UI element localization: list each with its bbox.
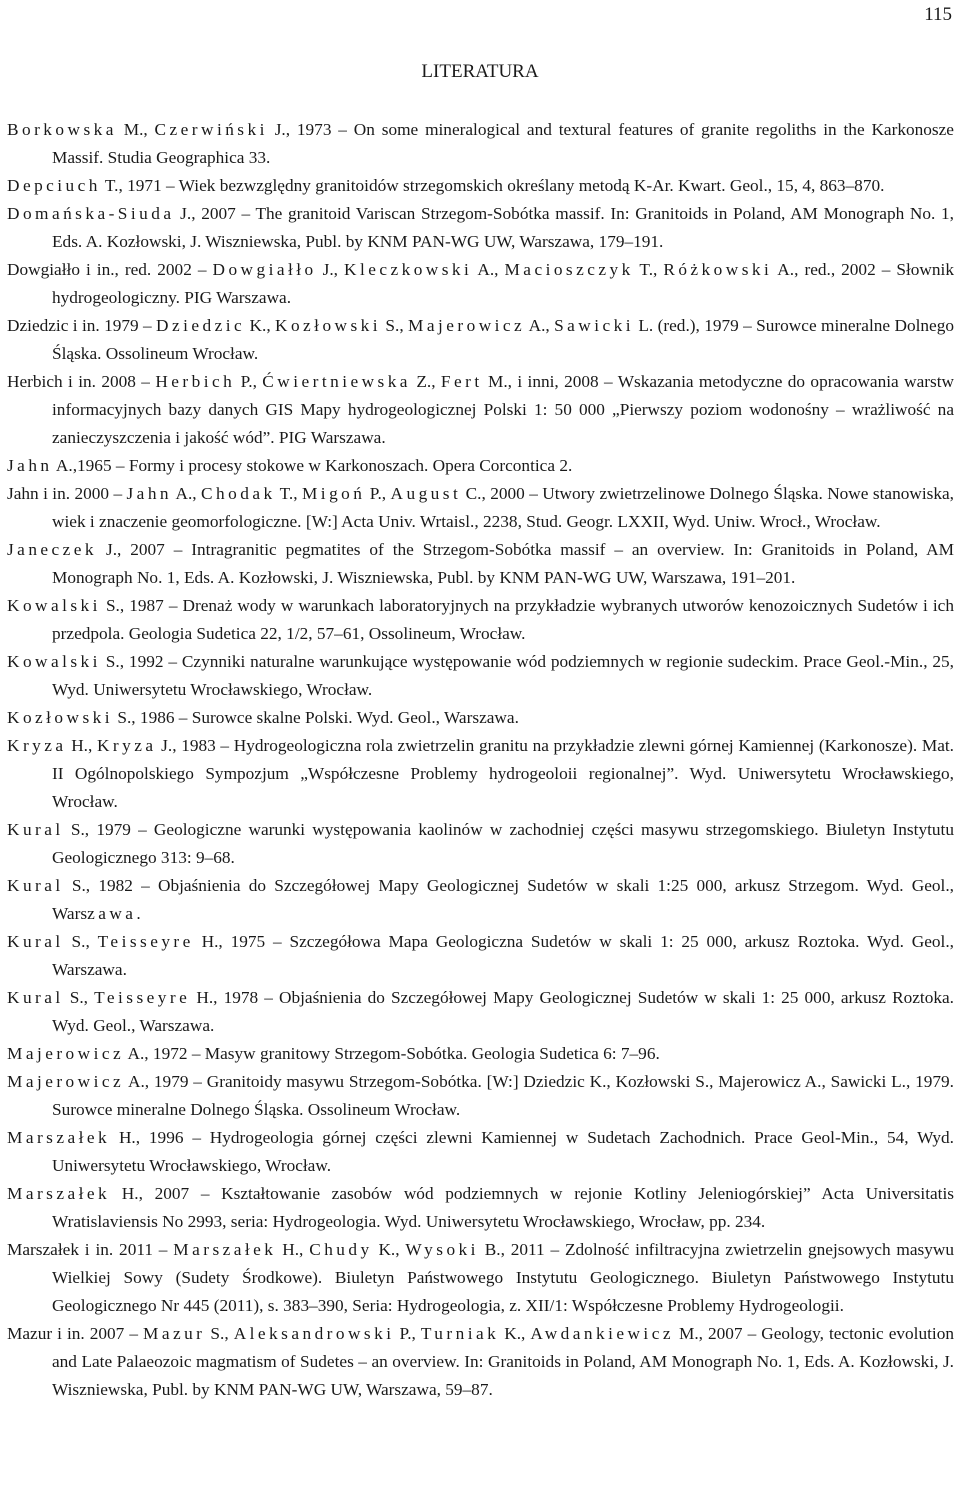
author-name: Mazur — [143, 1324, 206, 1343]
reference-text: J., 1983 – Hydrogeologiczna rola zwietrzelin granitu na przykładzie zlewni górnej Kamiennej (Karkonosze). Mat. II Ogólnopolskiego Sympozjum „Współczesne Problemy hydrogeoloii regionalnej”. Wyd. Uniwersytetu Wrocławskiego, Wrocław. — [52, 736, 954, 811]
reference-text: M., — [116, 120, 155, 139]
author-name: Jahn — [126, 484, 173, 503]
reference-entry — [7, 1040, 954, 1068]
reference-text: A., — [472, 260, 505, 279]
reference-entry — [7, 256, 954, 312]
reference-text: S., 1992 – Czynniki naturalne warunkujące występowanie wód podziemnych w regionie sudeckim. Prace Geol.-Min., 25, Wyd. Uniwersytetu Wrocławskiego, Wrocław. — [52, 652, 954, 699]
author-name: zawa — [87, 904, 137, 923]
author-name: Migoń — [301, 484, 366, 503]
reference-entry — [7, 872, 954, 928]
reference-text: Z., — [410, 372, 441, 391]
reference-text: K., — [372, 1240, 406, 1259]
reference-entry — [7, 1320, 954, 1404]
author-name: Majerowicz — [408, 316, 526, 335]
reference-text: A., 1972 – Masyw granitowy Strzegom-Sobótka. Geologia Sudetica 6: 7–96. — [124, 1044, 660, 1063]
reference-text: H., 2007 – Kształtowanie zasobów wód podziemnych w rejonie Kotliny Jeleniogórskiej” Acta Universitatis Wratislaviensis No 2993, seria: Hydrogeologia. Wyd. Uniwersytetu Wrocławskiego, Wrocław, pp. 234. — [52, 1184, 954, 1231]
author-name: Marszałek — [7, 1128, 111, 1147]
author-name: Dziedzic — [156, 316, 246, 335]
author-name: Kural — [7, 932, 64, 951]
reference-entry — [7, 1180, 954, 1236]
reference-text: A., — [172, 484, 202, 503]
reference-text: A., red., 2002 – Słownik hydrogeologiczny. PIG Warszawa. — [52, 260, 954, 307]
author-name: Kural — [7, 988, 64, 1007]
reference-text: Dowgiałło i in., red. 2002 – — [7, 260, 213, 279]
author-name: Dowgiałło — [212, 260, 317, 279]
reference-entry — [7, 648, 954, 704]
reference-entry — [7, 816, 954, 872]
reference-text: A., — [525, 316, 555, 335]
reference-text: S., — [381, 316, 409, 335]
reference-entry — [7, 1236, 954, 1320]
reference-text: S., — [63, 932, 98, 951]
reference-text: . — [136, 904, 141, 923]
author-name: Marszałek — [7, 1184, 111, 1203]
reference-entry — [7, 928, 954, 984]
page-number: 115 — [924, 4, 952, 25]
reference-text: M., 2007 – Geology, tectonic evolution and Late Palaeozoic magmatism of Sudetes – an overview. In: Granitoids in Poland, AM Monograph No. 1, Eds. A. Kozłowski, J. Wiszniewska, Publ. by KNM PAN-WG UW, Warszawa, 59–87. — [52, 1324, 954, 1399]
reference-text: Mazur i in. 2007 – — [7, 1324, 143, 1343]
author-name: Wysoki — [405, 1240, 479, 1259]
reference-text: S., — [205, 1324, 234, 1343]
author-name: Awdankiewicz — [530, 1324, 674, 1343]
reference-text: J., 2007 – Intragranitic pegmatites of the Strzegom-Sobótka massif – an overview. In: Granitoids in Poland, AM Monograph No. 1, Eds. A. Kozłowski, J. Wiszniewska, Publ. by KNM PAN-WG UW, Warszawa, 191–201. — [52, 540, 954, 587]
reference-text: H., 1978 – Objaśnienia do Szczegółowej Mapy Geologicznej Sudetów w skali 1: 25 000, arkusz Roztoka. Wyd. Geol., Warszawa. — [52, 988, 954, 1035]
reference-text: S., 1982 – Objaśnienia do Szczegółowej Mapy Geologicznej Sudetów w skali 1:25 000, arkusz Strzegom. Wyd. Geol., Wars — [52, 876, 954, 923]
reference-text: Jahn i in. 2000 – — [7, 484, 127, 503]
author-name: Fert — [440, 372, 483, 391]
author-name: August — [390, 484, 462, 503]
author-name: Depciuch — [7, 176, 101, 195]
author-name: Jahn — [7, 456, 53, 475]
reference-text: Dziedzic i in. 1979 – — [7, 316, 157, 335]
reference-text: J., 2007 – The granitoid Variscan Strzegom-Sobótka massif. In: Granitoids in Poland, AM Monograph No. 1, Eds. A. Kozłowski, J. Wiszniewska, Publ. by KNM PAN-WG UW, Warszawa, 179–191. — [52, 204, 954, 251]
author-name: Kryza — [96, 736, 157, 755]
reference-entry — [7, 1068, 954, 1124]
author-name: Marszałek — [173, 1240, 277, 1259]
reference-text: L. (red.), 1979 – Surowce mineralne Dolnego Śląska. Ossolineum Wrocław. — [52, 316, 954, 363]
reference-entry — [7, 732, 954, 816]
reference-text: S., 1979 – Geologiczne warunki występowania kaolinów w zachodniej części masywu strzegomskiego. Biuletyn Instytutu Geologicznego 313: 9–68. — [52, 820, 954, 867]
reference-text: P., — [235, 372, 263, 391]
author-name: Majerowicz — [7, 1044, 125, 1063]
author-name: Chodak — [201, 484, 276, 503]
reference-text: T., — [275, 484, 302, 503]
author-name: Kural — [7, 820, 64, 839]
reference-text: M., i inni, 2008 – Wskazania metodyczne do opracowania warstw informacyjnych bazy danych GIS Mapy hydrogeologicznej Polski 1: 50 000 „Pierwszy poziom wodonośny – wrażliwość na zanieczyszczenia i jakość wód”. PIG Warszawa. — [52, 372, 955, 447]
reference-entry — [7, 536, 954, 592]
author-name: Ćwiertniewska — [262, 372, 411, 391]
reference-text: T., 1971 – Wiek bezwzględny granitoidów strzegomskich określany metodą K-Ar. Kwart. Geol., 15, 4, 863–870. — [100, 176, 885, 195]
reference-text: K., — [245, 316, 276, 335]
reference-text: B., 2011 – Zdolność infiltracyjna zwietrzelin gnejsowych masywu Wielkiej Sowy (Sudety Środkowe). Biuletyn Państwowego Instytutu Geologicznego. Biuletyn Państwowego Instytutu Geologicznego Nr 445 (2011), s. 383–390, Seria: Hydrogeologia, z. XII/1: Współczesne Problemy Hydrogeologii. — [52, 1240, 955, 1315]
reference-text: P., — [365, 484, 391, 503]
author-name: Borkowska — [7, 120, 117, 139]
author-name: Chudy — [309, 1240, 373, 1259]
author-name: Kozłowski — [7, 708, 114, 727]
author-name: Teisseyre — [97, 932, 194, 951]
reference-text: A., 1979 – Granitoidy masywu Strzegom-Sobótka. [W:] Dziedzic K., Kozłowski S., Majerowicz A., Sawicki L., 1979. Surowce mineralne Dolnego Śląska. Ossolineum Wrocław. — [52, 1072, 954, 1119]
author-name: Herbich — [155, 372, 236, 391]
reference-text: H., — [66, 736, 97, 755]
reference-text: H., 1975 – Szczegółowa Mapa Geologiczna Sudetów w skali 1: 25 000, arkusz Roztoka. Wyd. Geol., Warszawa. — [52, 932, 954, 979]
reference-text: J., 1973 – On some mineralogical and textural features of granite regoliths in the Karkonosze Massif. Studia Geographica 33. — [52, 120, 954, 167]
reference-text: Marszałek i in. 2011 – — [7, 1240, 174, 1259]
reference-text: K., — [499, 1324, 531, 1343]
reference-entry — [7, 200, 954, 256]
reference-entry — [7, 1124, 954, 1180]
reference-text: S., 1986 – Surowce skalne Polski. Wyd. Geol., Warszawa. — [113, 708, 519, 727]
reference-entry — [7, 480, 954, 536]
author-name: Macioszczyk — [504, 260, 634, 279]
reference-text: H., 1996 – Hydrogeologia górnej części zlewni Kamiennej w Sudetach Zachodnich. Prace Geol-Min., 54, Wyd. Uniwersytetu Wrocławskiego, Wrocław. — [52, 1128, 954, 1175]
author-name: Turniak — [420, 1324, 500, 1343]
reference-text: C., 2000 – Utwory zwietrzelinowe Dolnego Śląska. Nowe stanowiska, wiek i znaczenie geomorfologiczne. [W:] Acta Univ. Wrtaisl., 2238, Stud. Geogr. LXXII, Wyd. Uniw. Wrocł., Wrocław. — [52, 484, 954, 531]
reference-entry — [7, 172, 954, 200]
reference-text: T., — [633, 260, 664, 279]
reference-text: P., — [394, 1324, 421, 1343]
author-name: Kowalski — [7, 652, 101, 671]
author-name: Sawicki — [554, 316, 634, 335]
reference-entry — [7, 116, 954, 172]
reference-text: J., — [316, 260, 344, 279]
author-name: Kryza — [7, 736, 67, 755]
author-name: Kowalski — [7, 596, 101, 615]
author-name: Majerowicz — [7, 1072, 125, 1091]
reference-entry — [7, 592, 954, 648]
author-name: Domańska-Siuda — [7, 204, 175, 223]
reference-list — [7, 116, 954, 1404]
author-name: Czerwiński — [154, 120, 268, 139]
reference-entry — [7, 704, 954, 732]
reference-entry — [7, 312, 954, 368]
reference-text: S., — [63, 988, 95, 1007]
reference-text: S., 1987 – Drenaż wody w warunkach laboratoryjnych na przykładzie wybranych utworów kenozoicznych Sudetów i ich przedpola. Geologia Sudetica 22, 1/2, 57–61, Ossolineum, Wrocław. — [52, 596, 954, 643]
reference-text: H., — [276, 1240, 310, 1259]
reference-entry — [7, 368, 954, 452]
reference-text: Herbich i in. 2008 – — [7, 372, 156, 391]
reference-entry — [7, 452, 954, 480]
section-heading: LITERATURA — [421, 61, 539, 82]
author-name: Teisseyre — [94, 988, 191, 1007]
author-name: Janeczek — [7, 540, 98, 559]
author-name: Kozłowski — [275, 316, 382, 335]
reference-text: A.,1965 – Formy i procesy stokowe w Karkonoszach. Opera Corcontica 2. — [52, 456, 573, 475]
author-name: Kleczkowski — [344, 260, 473, 279]
author-name: Aleksandrowski — [233, 1324, 395, 1343]
reference-entry — [7, 984, 954, 1040]
author-name: Różkowski — [663, 260, 773, 279]
author-name: Kural — [7, 876, 64, 895]
